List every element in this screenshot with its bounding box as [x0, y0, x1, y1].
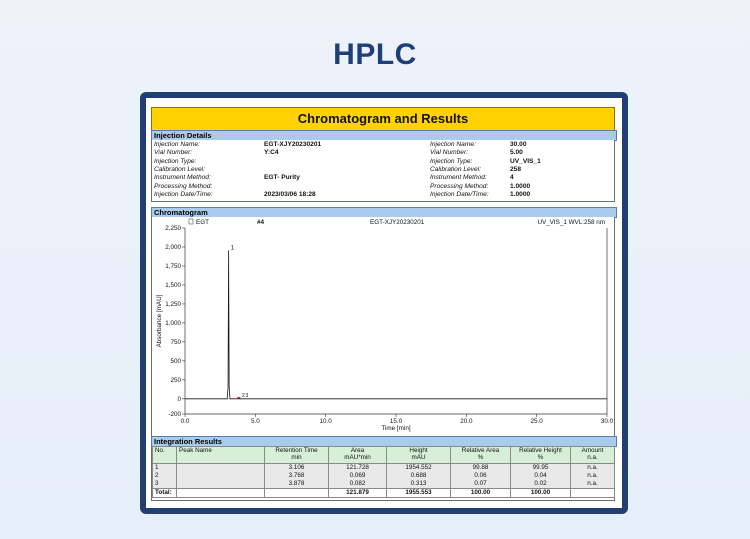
y-tick-label: 2,000 [165, 243, 181, 251]
table-cell: 0.07 [451, 480, 511, 489]
peak-marker [237, 397, 239, 399]
y-tick-label: 1,000 [165, 319, 181, 327]
column-header-unit: mAU [411, 454, 426, 461]
y-tick-label: 1,500 [165, 281, 181, 289]
injection-detail-value: 30.00 [510, 141, 527, 148]
y-tick-label: 1,750 [165, 262, 181, 270]
table-cell: 99.95 [511, 464, 571, 473]
injection-detail-row [430, 183, 610, 191]
column-header [329, 447, 387, 464]
column-header [177, 447, 265, 464]
table-cell [177, 472, 265, 480]
table-total-cell [571, 489, 615, 498]
y-tick-label: 1,250 [165, 300, 181, 308]
injection-detail-value: 1.0000 [510, 190, 531, 198]
injection-detail-value: EGT-XJY20230201 [264, 141, 322, 148]
chromatogram-channel-label: UV_VIS_1 WVL:258 nm [537, 219, 605, 226]
peak-marker [239, 397, 241, 399]
injection-detail-row [430, 166, 610, 174]
injection-detail-value: 5.00 [510, 149, 523, 157]
column-header [451, 447, 511, 464]
table-row [153, 464, 615, 473]
table-cell: 0.06 [451, 472, 511, 480]
injection-detail-row [154, 183, 334, 191]
injection-detail-row [154, 174, 334, 182]
table-cell: 0.082 [329, 480, 387, 489]
peak-label: 2 [242, 392, 245, 399]
table-row [153, 480, 615, 489]
table-total-cell [265, 489, 329, 498]
injection-detail-label: Injection Name: [430, 141, 476, 148]
injection-detail-label: Injection Type: [430, 157, 473, 165]
column-header-title: Relative Area [461, 447, 500, 454]
column-header-title: No. [155, 447, 165, 454]
table-cell: 1 [153, 464, 177, 473]
column-header-title: Height [409, 447, 428, 454]
injection-detail-row [430, 149, 610, 157]
column-header-unit: % [537, 454, 544, 461]
x-tick-label: 20.0 [460, 418, 473, 425]
y-tick-label: 500 [170, 357, 181, 365]
peak-label: 3 [245, 392, 249, 399]
table-cell: n.a. [571, 464, 615, 473]
column-header-title: Area [350, 447, 365, 454]
injection-detail-label: Instrument Method: [154, 174, 211, 182]
chromatogram-injection-name: EGT-XJY20230201 [370, 219, 425, 226]
column-header-title: Relative Height [519, 447, 562, 454]
table-total-cell: 100.00 [451, 489, 511, 498]
injection-detail-row [430, 174, 610, 182]
injection-detail-row [154, 141, 334, 149]
table-cell: 3.106 [265, 464, 329, 473]
injection-detail-label: Calibration Level: [430, 165, 481, 173]
injection-detail-label: Injection Date/Time: [430, 190, 489, 198]
table-cell: 3.768 [265, 472, 329, 480]
injection-detail-row [154, 158, 334, 166]
integration-results-panel [151, 446, 615, 501]
injection-details-header: Injection Details [151, 130, 617, 141]
page-title: HPLC [333, 38, 417, 71]
injection-detail-label: Processing Method: [430, 182, 489, 190]
table-cell: 3 [153, 480, 177, 489]
integration-results-table [152, 446, 615, 498]
chromatogram-chart [152, 217, 614, 436]
y-tick-label: 0 [177, 395, 181, 403]
x-tick-label: 5.0 [250, 418, 260, 425]
y-tick-label: 250 [170, 376, 181, 384]
column-header [511, 447, 571, 464]
column-header-unit: mAU*min [344, 454, 371, 461]
peak-label: 1 [230, 245, 235, 252]
table-cell: 0.313 [387, 480, 451, 489]
column-header [153, 447, 177, 464]
injection-detail-label: Calibration Level: [154, 165, 205, 173]
table-cell: n.a. [571, 472, 615, 480]
y-tick-label: -200 [168, 411, 181, 418]
table-cell: 0.688 [387, 472, 451, 480]
table-total-cell [177, 489, 265, 498]
injection-detail-label: Injection Type: [154, 157, 197, 165]
column-header-unit: n.a. [587, 454, 598, 461]
injection-detail-row [430, 141, 610, 149]
table-cell: 0.02 [511, 480, 571, 489]
injection-detail-label: Processing Method: [154, 182, 213, 190]
table-cell: 3.878 [265, 480, 329, 489]
column-header-title: Amount [581, 447, 604, 454]
injection-detail-row [154, 149, 334, 157]
x-tick-label: 25.0 [530, 418, 543, 425]
table-cell: n.a. [571, 480, 615, 489]
chromatogram-icon [189, 219, 193, 224]
series-line [185, 250, 607, 398]
injection-detail-label: Vial Number: [154, 149, 192, 157]
injection-detail-label: Injection Name: [154, 141, 200, 148]
table-cell: 121.728 [329, 464, 387, 473]
injection-detail-label: Instrument Method: [430, 174, 487, 182]
injection-detail-label: Vial Number: [430, 149, 468, 157]
injection-details-panel [151, 140, 615, 202]
x-tick-label: 15.0 [389, 418, 403, 425]
injection-detail-row [154, 191, 334, 199]
table-cell: 99.88 [451, 464, 511, 473]
chromatogram-injection-number: #4 [257, 219, 265, 226]
injection-detail-row [154, 166, 334, 174]
table-total-row [153, 489, 615, 498]
chromatogram-panel [151, 217, 615, 437]
column-header [571, 447, 615, 464]
table-header-row [153, 447, 615, 464]
table-total-cell: 100.00 [511, 489, 571, 498]
table-cell: 0.04 [511, 472, 571, 480]
table-row [153, 472, 615, 480]
column-header-unit: min [291, 454, 302, 461]
table-cell [177, 480, 265, 489]
table-cell: 2 [153, 472, 177, 480]
y-tick-label: 750 [170, 338, 181, 346]
injection-detail-value: Y:C4 [264, 149, 279, 157]
injection-detail-value: 1.0000 [510, 182, 531, 190]
chromatogram-header: Chromatogram [151, 207, 617, 218]
injection-detail-value: EGT- Purity [264, 174, 300, 182]
column-header-title: Peak Name [179, 447, 212, 454]
table-total-cell: 1955.553 [387, 489, 451, 498]
injection-detail-row [430, 191, 610, 199]
report-title: Chromatogram and Results [151, 107, 615, 131]
table-cell [177, 464, 265, 473]
table-cell: 0.069 [329, 472, 387, 480]
x-tick-label: 30.0 [600, 418, 614, 425]
injection-detail-value: UV_VIS_1 [510, 157, 541, 165]
y-axis-label: Absorbance [mAU] [156, 294, 163, 348]
injection-detail-row [430, 158, 610, 166]
injection-detail-value: 258 [510, 165, 522, 173]
x-tick-label: 10.0 [319, 418, 332, 425]
column-header-unit: % [477, 454, 484, 461]
x-tick-label: 0.0 [180, 418, 190, 425]
injection-detail-value: 2023/03/06 18:28 [264, 190, 316, 198]
x-axis-label: Time [min] [381, 425, 411, 432]
chromatogram-sample-label: EGT [196, 219, 209, 226]
injection-detail-label: Injection Date/Time: [154, 190, 213, 198]
column-header-title: Retention Time [275, 447, 318, 454]
table-total-cell: Total: [153, 489, 177, 498]
y-tick-label: 2,250 [165, 225, 181, 232]
column-header [387, 447, 451, 464]
table-cell: 1954.552 [387, 464, 451, 473]
integration-results-header: Integration Results [151, 436, 617, 447]
injection-detail-value: 4 [510, 174, 514, 182]
column-header [265, 447, 329, 464]
table-total-cell: 121.879 [329, 489, 387, 498]
